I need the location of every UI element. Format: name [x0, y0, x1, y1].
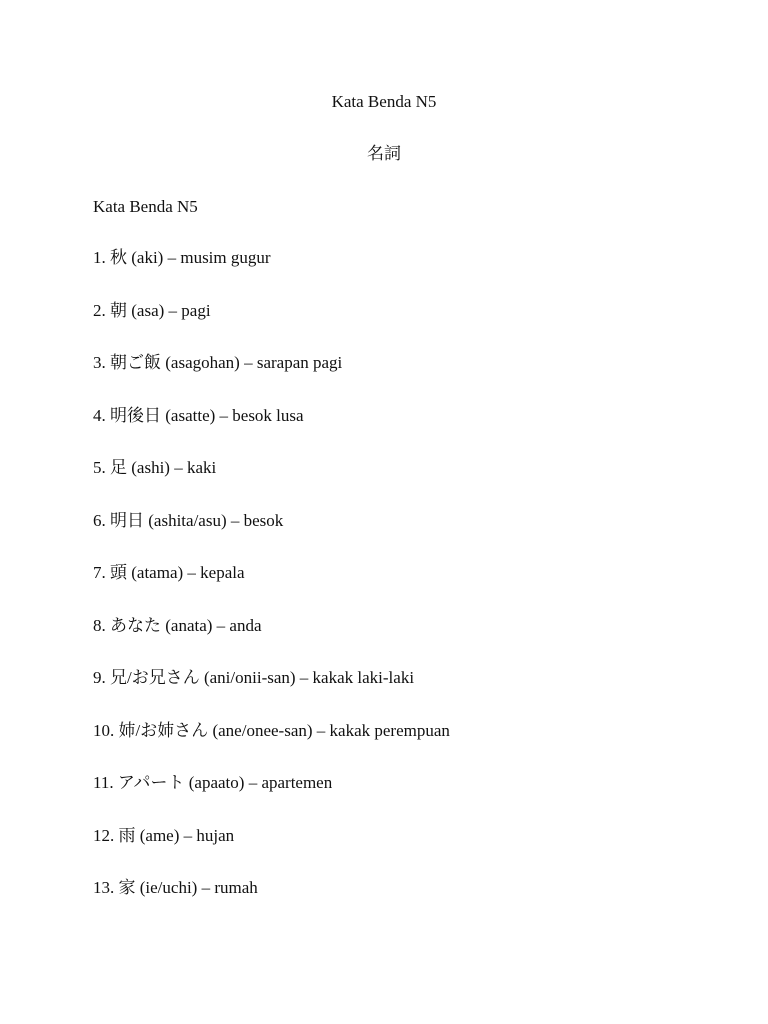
vocabulary-item: 12. 雨 (ame) – hujan	[93, 825, 235, 845]
vocabulary-item: 5. 足 (ashi) – kaki	[93, 458, 217, 477]
vocabulary-item: 10. 姉/お姉さん (ane/onee-san) – kakak perempuan	[93, 720, 450, 740]
document-title: Kata Benda N5	[331, 92, 437, 111]
vocabulary-item: 1. 秋 (aki) – musim gugur	[93, 248, 271, 267]
vocabulary-item: 8. あなた (anata) – anda	[93, 615, 262, 635]
vocabulary-item: 3. 朝ご飯 (asagohan) – sarapan pagi	[93, 353, 343, 372]
vocabulary-item: 4. 明後日 (asatte) – besok lusa	[93, 405, 304, 425]
vocabulary-item: 2. 朝 (asa) – pagi	[93, 300, 211, 320]
vocabulary-item: 7. 頭 (atama) – kepala	[93, 563, 245, 582]
vocabulary-list	[93, 246, 450, 929]
vocabulary-item: 11. アパート (apaato) – apartemen	[93, 773, 333, 792]
vocabulary-item: 13. 家 (ie/uchi) – rumah	[93, 878, 258, 897]
section-heading: Kata Benda N5	[93, 197, 198, 216]
vocabulary-item: 6. 明日 (ashita/asu) – besok	[93, 510, 284, 530]
document-subtitle: 名詞	[367, 144, 401, 164]
vocabulary-item: 9. 兄/お兄さん (ani/onii-san) – kakak laki-laki	[93, 668, 415, 687]
